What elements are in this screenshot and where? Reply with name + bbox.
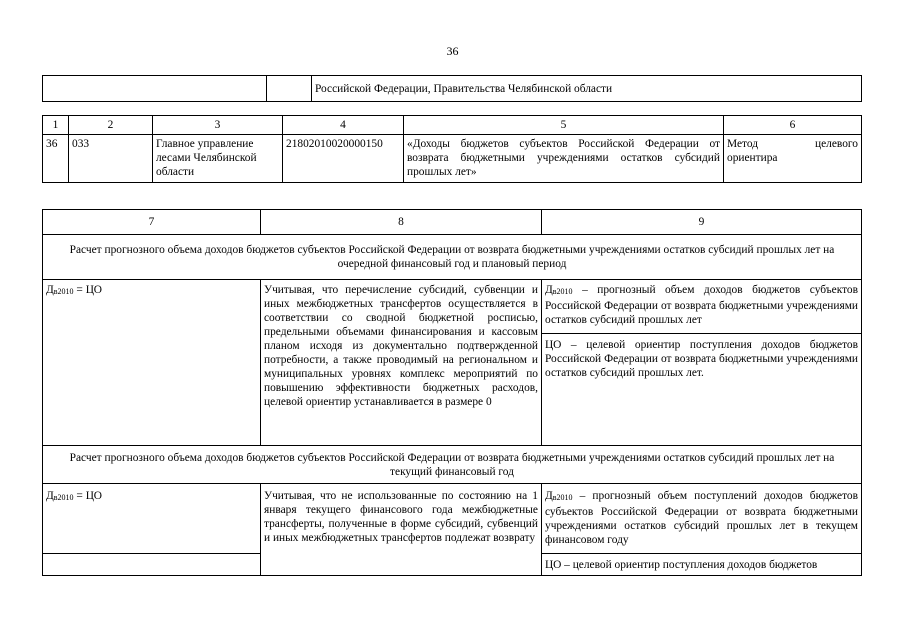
budget-classification-code: 21802010020000150 <box>283 135 404 183</box>
legend-cell <box>542 484 862 576</box>
method-word-1: Метод <box>727 138 759 150</box>
formula-cell <box>43 484 261 576</box>
method-word-3: ориентира <box>727 152 778 164</box>
administrator-name: Главное управление лесами Челябинской области <box>153 135 283 183</box>
formula-rhs: = ЦО <box>76 490 102 502</box>
calculation-description: Учитывая, что перечисление субсидий, субвенции и иных межбюджетных трансфертов осуществляется в соответствии со сводной бюджетной росписью, предельными объемами финансирования и кассовым планом исходя из документально подтвержденной потребности, а также проводимый на региональном и муниципальных уровнях комплекс мероприятий по повышению эффективности бюджетных расходов, целевой ориентир устанавливается в размере 0 <box>261 280 542 446</box>
empty-cell <box>43 76 267 102</box>
legend-item <box>545 489 858 547</box>
legend-text: – прогнозный объем доходов бюджетов субъектов Российской Федерации от возврата бюджетными учреждениями остатков субсидий прошлых лет <box>545 284 858 326</box>
section-title-row <box>43 446 862 484</box>
admin-code: 033 <box>69 135 153 183</box>
formula-rhs: = ЦО <box>76 284 102 296</box>
legend-item: ЦО – целевой ориентир поступления доходов бюджетов <box>545 559 818 571</box>
column-number-row <box>43 210 862 235</box>
section2-title: Расчет прогнозного объема доходов бюджетов субъектов Российской Федерации от возврата бюджетными учреждениями остатков субсидий прошлых лет на текущий финансовый год <box>43 446 862 484</box>
table-row <box>43 280 862 446</box>
column-number: 4 <box>283 116 404 135</box>
method-word-2: целевого <box>815 138 858 150</box>
formula-symbol: Д <box>46 490 54 502</box>
legend-subscript: в2010 <box>552 493 573 502</box>
legend-text: – прогнозный объем поступлений доходов бюджетов субъектов Российской Федерации от возврата бюджетными учреждениями остатков субсидий прошлых лет в текущем финансовом году <box>545 490 858 546</box>
formula-subscript: в2010 <box>53 287 74 296</box>
column-number: 5 <box>404 116 724 135</box>
column-number: 7 <box>43 210 261 235</box>
column-number: 8 <box>261 210 542 235</box>
cell-divider <box>43 553 260 554</box>
table-row <box>43 135 862 183</box>
section-title-row <box>43 235 862 280</box>
legend-cell <box>542 280 862 446</box>
formula-symbol: Д <box>46 284 54 296</box>
legend-symbol: Д <box>545 490 553 502</box>
legend-item <box>545 283 858 327</box>
method-cell <box>724 135 862 183</box>
main-table <box>42 115 862 183</box>
empty-cell <box>267 76 312 102</box>
header-continuation-table <box>42 75 862 102</box>
table-row <box>43 76 862 102</box>
header-continuation-text: Российской Федерации, Правительства Челябинской области <box>312 76 862 102</box>
row-number: 36 <box>43 135 69 183</box>
cell-divider <box>542 553 861 554</box>
income-name: «Доходы бюджетов субъектов Российской Федерации от возврата бюджетными учреждениями остатков субсидий прошлых лет» <box>404 135 724 183</box>
column-number-row <box>43 116 862 135</box>
section1-title: Расчет прогнозного объема доходов бюджетов субъектов Российской Федерации от возврата бюджетными учреждениями остатков субсидий прошлых лет на очередной финансовый год и плановый период <box>43 235 862 280</box>
detail-table <box>42 209 862 576</box>
legend-item: ЦО – целевой ориентир поступления доходов бюджетов Российской Федерации от возврата бюджетными учреждениями остатков субсидий прошлых лет. <box>545 339 858 379</box>
column-number: 2 <box>69 116 153 135</box>
column-number: 9 <box>542 210 862 235</box>
formula-cell <box>43 280 261 446</box>
page-number: 36 <box>446 44 459 58</box>
column-number: 1 <box>43 116 69 135</box>
cell-divider <box>542 333 861 334</box>
column-number: 6 <box>724 116 862 135</box>
formula-subscript: в2010 <box>53 493 74 502</box>
column-number: 3 <box>153 116 283 135</box>
legend-subscript: в2010 <box>552 287 573 296</box>
calculation-description: Учитывая, что не использованные по состоянию на 1 января текущего финансового года межбюджетные трансферты, полученные в форме субсидий, субвенций и иных межбюджетных трансфертов подлежат возврату <box>261 484 542 576</box>
table-row <box>43 484 862 576</box>
legend-symbol: Д <box>545 284 553 296</box>
